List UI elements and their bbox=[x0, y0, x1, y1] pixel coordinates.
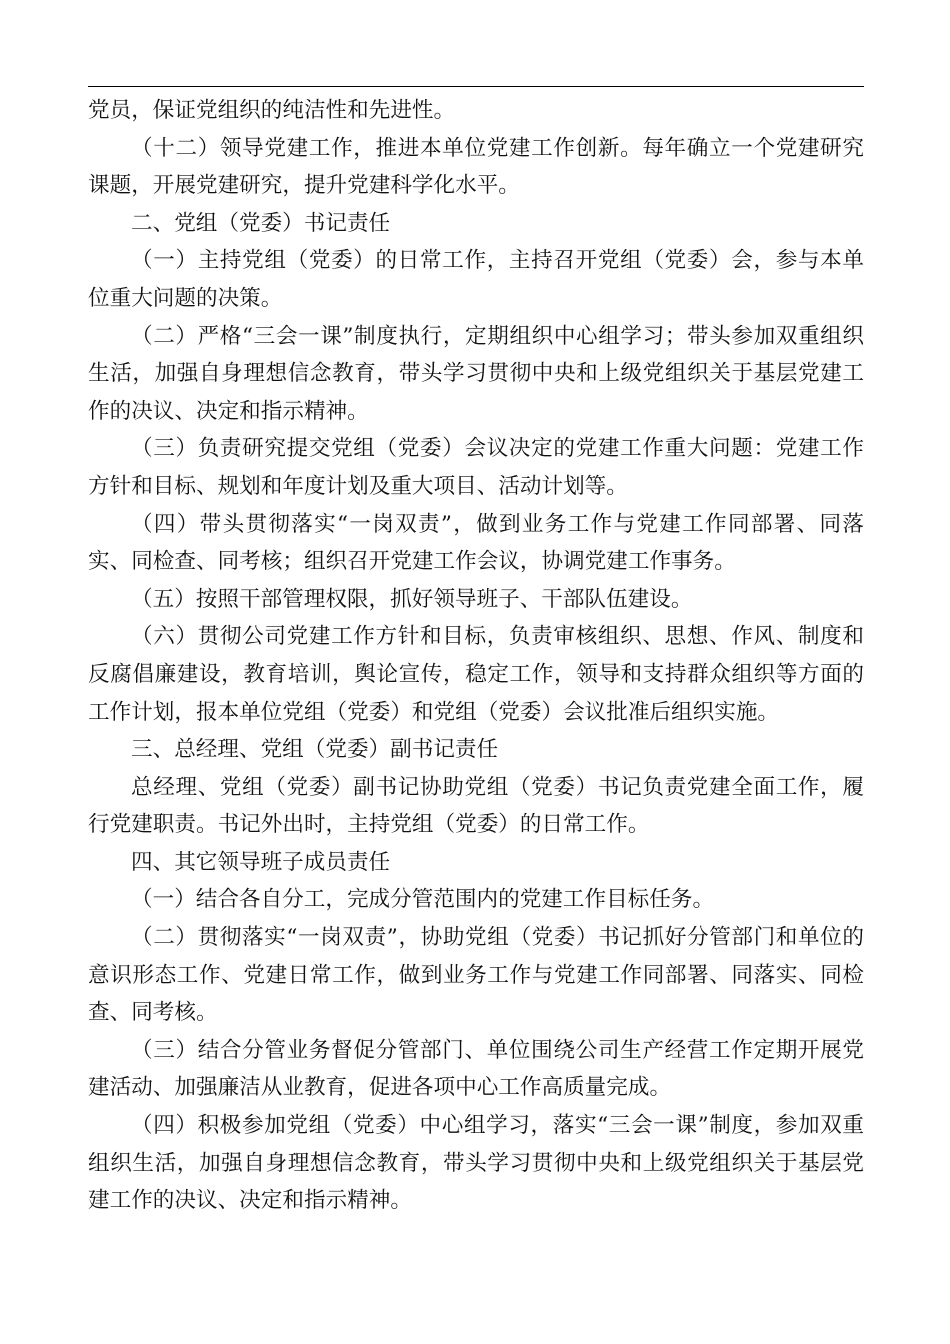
section-heading: 四、其它领导班子成员责任 bbox=[131, 849, 391, 875]
paragraph: （一）主持党组（党委）的日常工作，主持召开党组（党委）会，参与本单位重大问题的决策。 bbox=[88, 248, 864, 311]
paragraph: （三）负责研究提交党组（党委）会议决定的党建工作重大问题：党建工作方针和目标、规划和年度计划及重大项目、活动计划等。 bbox=[88, 436, 864, 499]
paragraph: （二）严格“三会一课”制度执行，定期组织中心组学习；带头参加双重组织生活，加强自身理想信念教育，带头学习贯彻中央和上级党组织关于基层党建工作的决议、决定和指示精神。 bbox=[88, 323, 864, 424]
document-body bbox=[88, 92, 864, 1220]
section-heading: 二、党组（党委）书记责任 bbox=[131, 210, 391, 236]
paragraph: （三）结合分管业务督促分管部门、单位围绕公司生产经营工作定期开展党建活动、加强廉洁从业教育，促进各项中心工作高质量完成。 bbox=[88, 1037, 864, 1101]
header-rule bbox=[88, 86, 864, 87]
paragraph: （一）结合各自分工，完成分管范围内的党建工作目标任务。 bbox=[131, 887, 715, 913]
section-heading: 三、总经理、党组（党委）副书记责任 bbox=[131, 737, 499, 763]
paragraph: 总经理、党组（党委）副书记协助党组（党委）书记负责党建全面工作，履行党建职责。书记外出时，主持党组（党委）的日常工作。 bbox=[88, 774, 864, 838]
paragraph: （四）积极参加党组（党委）中心组学习，落实“三会一课”制度，参加双重组织生活，加强自身理想信念教育，带头学习贯彻中央和上级党组织关于基层党建工作的决议、决定和指示精神。 bbox=[88, 1113, 864, 1214]
paragraph: （六）贯彻公司党建工作方针和目标，负责审核组织、思想、作风、制度和反腐倡廉建设，教育培训，舆论宣传，稳定工作，领导和支持群众组织等方面的工作计划，报本单位党组（党委）和党组（党委）会议批准后组织实施。 bbox=[88, 624, 864, 725]
paragraph: （五）按照干部管理权限，抓好领导班子、干部队伍建设。 bbox=[131, 586, 693, 612]
paragraph: （二）贯彻落实“一岗双责”，协助党组（党委）书记抓好分管部门和单位的意识形态工作、党建日常工作，做到业务工作与党建工作同部署、同落实、同检查、同考核。 bbox=[88, 925, 864, 1026]
paragraph: 党员，保证党组织的纯洁性和先进性。 bbox=[88, 98, 456, 123]
paragraph: （四）带头贯彻落实“一岗双责”，做到业务工作与党建工作同部署、同落实、同检查、同考核；组织召开党建工作会议，协调党建工作事务。 bbox=[88, 511, 864, 575]
paragraph: （十二）领导党建工作，推进本单位党建工作创新。每年确立一个党建研究课题，开展党建研究，提升党建科学化水平。 bbox=[88, 135, 864, 199]
